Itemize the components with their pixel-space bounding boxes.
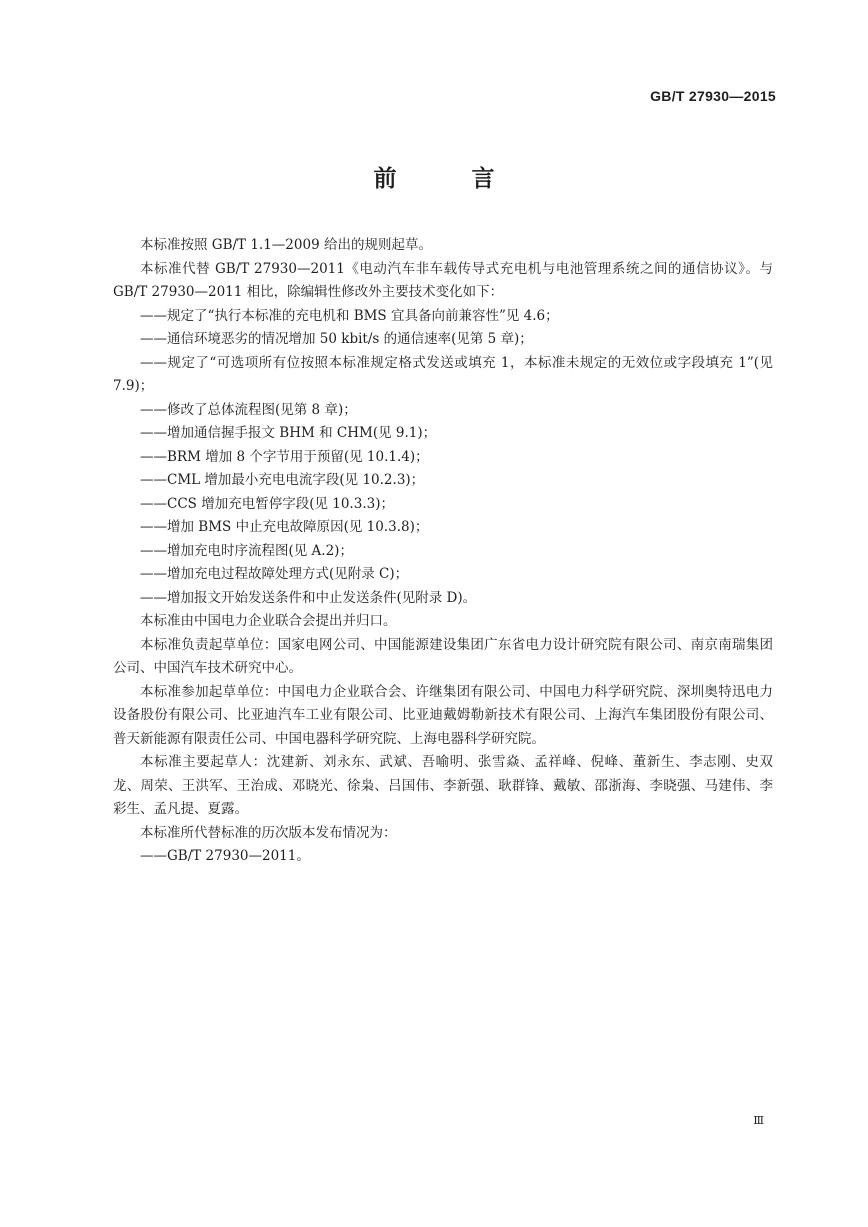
page-title: 前 言 bbox=[373, 166, 521, 192]
paragraph-lead-drafters: 本标准负责起草单位：国家电网公司、中国能源建设集团广东省电力设计研究院有限公司、南京南瑞集团公司、中国汽车技术研究中心。 bbox=[113, 636, 773, 676]
change-item-9: ——增加 BMS 中止充电故障原因(见 10.3.8)； bbox=[140, 519, 429, 535]
standard-number: GB/T 27930—2015 bbox=[650, 88, 776, 104]
change-item-2: ——通信环境恶劣的情况增加 50 kbit/s 的通信速率(见第 5 章)； bbox=[140, 331, 533, 347]
paragraph-drafting-rules: 本标准按照 GB/T 1.1—2009 给出的规则起草。 bbox=[140, 237, 432, 253]
page-number: Ⅲ bbox=[753, 1114, 764, 1127]
history-item: ——GB/T 27930—2011。 bbox=[140, 848, 310, 864]
change-item-4: ——修改了总体流程图(见第 8 章)； bbox=[140, 401, 357, 418]
change-item-5: ——增加通信握手报文 BHM 和 CHM(见 9.1)； bbox=[140, 425, 437, 441]
change-item-12: ——增加报文开始发送条件和中止发送条件(见附录 D)。 bbox=[140, 589, 477, 606]
change-item-3: ——规定了“可选项所有位按照本标准规定格式发送或填充 1，本标准未规定的无效位或字段填充 1”(见 7.9)； bbox=[113, 354, 773, 394]
change-item-1: ——规定了“执行本标准的充电机和 BMS 宜具备向前兼容性”见 4.6； bbox=[140, 307, 559, 324]
change-item-6: ——BRM 增加 8 个字节用于预留(见 10.1.4)； bbox=[140, 448, 429, 465]
paragraph-history-intro: 本标准所代替标准的历次版本发布情况为： bbox=[140, 824, 397, 841]
change-item-10: ——增加充电时序流程图(见 A.2)； bbox=[140, 542, 353, 559]
change-item-11: ——增加充电过程故障处理方式(见附录 C)； bbox=[140, 566, 409, 582]
paragraph-proposer: 本标准由中国电力企业联合会提出并归口。 bbox=[140, 613, 397, 629]
paragraph-replacement: 本标准代替 GB/T 27930—2011《电动汽车非车载传导式充电机与电池管理系统之间的通信协议》。与 GB/T 27930—2011 相比，除编辑性修改外主要技术变化如下： bbox=[113, 260, 773, 300]
change-item-7: ——CML 增加最小充电电流字段(见 10.2.3)； bbox=[140, 472, 425, 488]
paragraph-participating-drafters: 本标准参加起草单位：中国电力企业联合会、许继集团有限公司、中国电力科学研究院、深圳奥特迅电力设备股份有限公司、比亚迪汽车工业有限公司、比亚迪戴姆勒新技术有限公司、上海汽车集团股份有限公司、普天新能源有限责任公司、中国电器科学研究院、上海电器科学研究院。 bbox=[113, 683, 773, 747]
paragraph-main-authors: 本标准主要起草人：沈建新、刘永东、武斌、吾喻明、张雪焱、孟祥峰、倪峰、董新生、李志刚、史双龙、周荣、王洪军、王治成、邓晓光、徐枭、吕国伟、李新强、耿群锋、戴敏、邵浙海、李晓强、马建伟、李彩生、孟凡提、夏露。 bbox=[113, 754, 773, 817]
change-item-8: ——CCS 增加充电暂停字段(见 10.3.3)； bbox=[140, 495, 394, 512]
document-body bbox=[113, 234, 773, 869]
